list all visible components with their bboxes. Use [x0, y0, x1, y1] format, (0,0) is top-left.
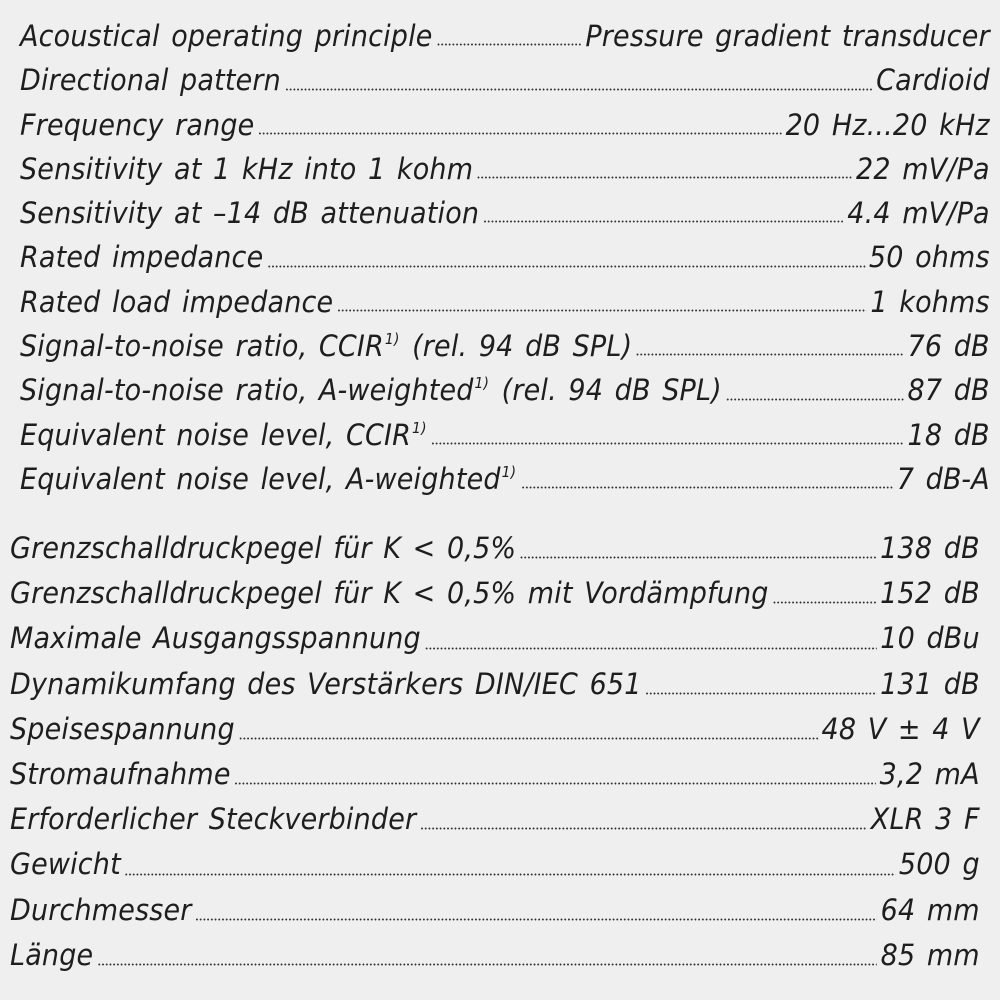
dot-leader	[726, 398, 904, 401]
spec-label: Rated impedance	[20, 240, 264, 275]
dot-leader	[431, 442, 903, 445]
spec-value: 18 dB	[907, 417, 990, 452]
spec-label-suffix: (rel. 94 dB SPL)	[400, 329, 633, 364]
spec-label-group	[20, 368, 722, 417]
spec-label-group	[20, 324, 632, 373]
spec-row	[10, 888, 980, 933]
spec-row	[20, 457, 990, 501]
spec-label: Länge	[10, 937, 94, 972]
spec-value: 3,2 mA	[879, 756, 980, 791]
dot-leader	[97, 963, 877, 966]
spec-label: Durchmesser	[10, 892, 192, 927]
spec-label: Sensitivity at –14 dB attenuation	[20, 196, 480, 231]
spec-row	[20, 147, 990, 191]
dot-leader	[645, 692, 876, 695]
spec-row	[10, 526, 980, 571]
spec-value: Cardioid	[876, 63, 990, 98]
spec-label: Gewicht	[10, 847, 121, 882]
spec-label: Directional pattern	[20, 63, 281, 98]
spec-value: 152 dB	[880, 576, 980, 611]
dot-leader	[520, 556, 876, 559]
spec-label-group	[20, 413, 428, 462]
spec-row	[10, 797, 980, 842]
dot-leader	[337, 309, 867, 312]
spec-value: 10 dBu	[880, 621, 980, 656]
dot-leader	[636, 353, 904, 356]
spec-label: Equivalent noise level, CCIR	[20, 417, 412, 452]
spec-label: Frequency range	[20, 107, 255, 142]
spec-value: 138 dB	[880, 531, 980, 565]
spec-value: 131 dB	[880, 666, 980, 701]
spec-label: Rated load impedance	[20, 284, 334, 319]
spec-label: Signal-to-noise ratio, A-weighted	[20, 373, 474, 408]
spec-label: Stromaufnahme	[10, 756, 231, 791]
spec-label: Dynamikumfang des Verstärkers DIN/IEC 651	[10, 666, 642, 701]
spec-row	[20, 191, 990, 235]
spec-row	[20, 280, 990, 324]
dot-leader	[483, 220, 844, 223]
spec-value: 76 dB	[907, 329, 990, 364]
spec-label: Erforderlicher Steckverbinder	[10, 802, 417, 837]
dot-leader	[267, 265, 865, 268]
spec-value: 1 kohms	[870, 284, 990, 319]
spec-value: 20 Hz...20 kHz	[785, 107, 990, 142]
spec-value: 500 g	[898, 847, 980, 882]
spec-row	[20, 14, 990, 58]
spec-label: Grenzschalldruckpegel für K < 0,5% mit Vordämpfung	[10, 576, 769, 611]
spec-label: Speisespannung	[10, 711, 235, 746]
dot-leader	[234, 782, 876, 785]
dot-leader	[285, 88, 873, 91]
spec-value: 7 dB-A	[896, 461, 990, 496]
spec-row	[10, 571, 980, 616]
dot-leader	[258, 132, 782, 135]
dot-leader	[436, 43, 581, 46]
spec-row	[10, 707, 980, 752]
dot-leader	[772, 601, 876, 604]
spec-value: Pressure gradient transducer	[585, 19, 990, 53]
spec-row	[20, 58, 990, 102]
spec-row	[10, 616, 980, 661]
footnote-marker: 1)	[474, 374, 490, 393]
dot-leader	[238, 737, 817, 740]
dot-leader	[477, 176, 852, 179]
spec-value: 85 mm	[880, 937, 980, 972]
spec-value: 22 mV/Pa	[855, 151, 990, 186]
spec-row	[10, 752, 980, 797]
spec-value: 48 V ± 4 V	[821, 711, 980, 746]
spec-row	[10, 933, 980, 978]
footnote-marker: 1)	[384, 330, 400, 349]
spec-label: Signal-to-noise ratio, CCIR	[20, 329, 384, 364]
spec-label: Sensitivity at 1 kHz into 1 kohm	[20, 151, 474, 186]
dot-leader	[420, 827, 867, 830]
spec-value: XLR 3 F	[870, 802, 980, 837]
dot-leader	[425, 647, 877, 650]
footnote-marker: 1)	[412, 418, 427, 437]
dot-leader	[125, 873, 896, 876]
spec-label: Maximale Ausgangsspannung	[10, 621, 421, 656]
spec-row	[10, 662, 980, 707]
spec-row	[20, 413, 990, 457]
dot-leader	[521, 486, 893, 489]
spec-label-group	[20, 457, 517, 506]
spec-label: Acoustical operating principle	[20, 19, 433, 53]
english-spec-list	[20, 14, 990, 501]
spec-row	[20, 103, 990, 147]
spec-label: Equivalent noise level, A-weighted	[20, 461, 501, 496]
spec-value: 50 ohms	[868, 240, 990, 275]
spec-label-suffix: (rel. 94 dB SPL)	[490, 373, 722, 408]
spec-value: 4.4 mV/Pa	[847, 196, 990, 231]
spec-value: 64 mm	[880, 892, 980, 927]
dot-leader	[195, 918, 877, 921]
spec-value: 87 dB	[907, 373, 990, 408]
footnote-marker: 1)	[501, 462, 517, 481]
spec-label: Grenzschalldruckpegel für K < 0,5%	[10, 531, 517, 565]
spec-row	[20, 368, 990, 412]
german-spec-list	[10, 526, 980, 978]
spec-row	[10, 842, 980, 887]
spec-row	[20, 324, 990, 368]
spec-row	[20, 235, 990, 279]
